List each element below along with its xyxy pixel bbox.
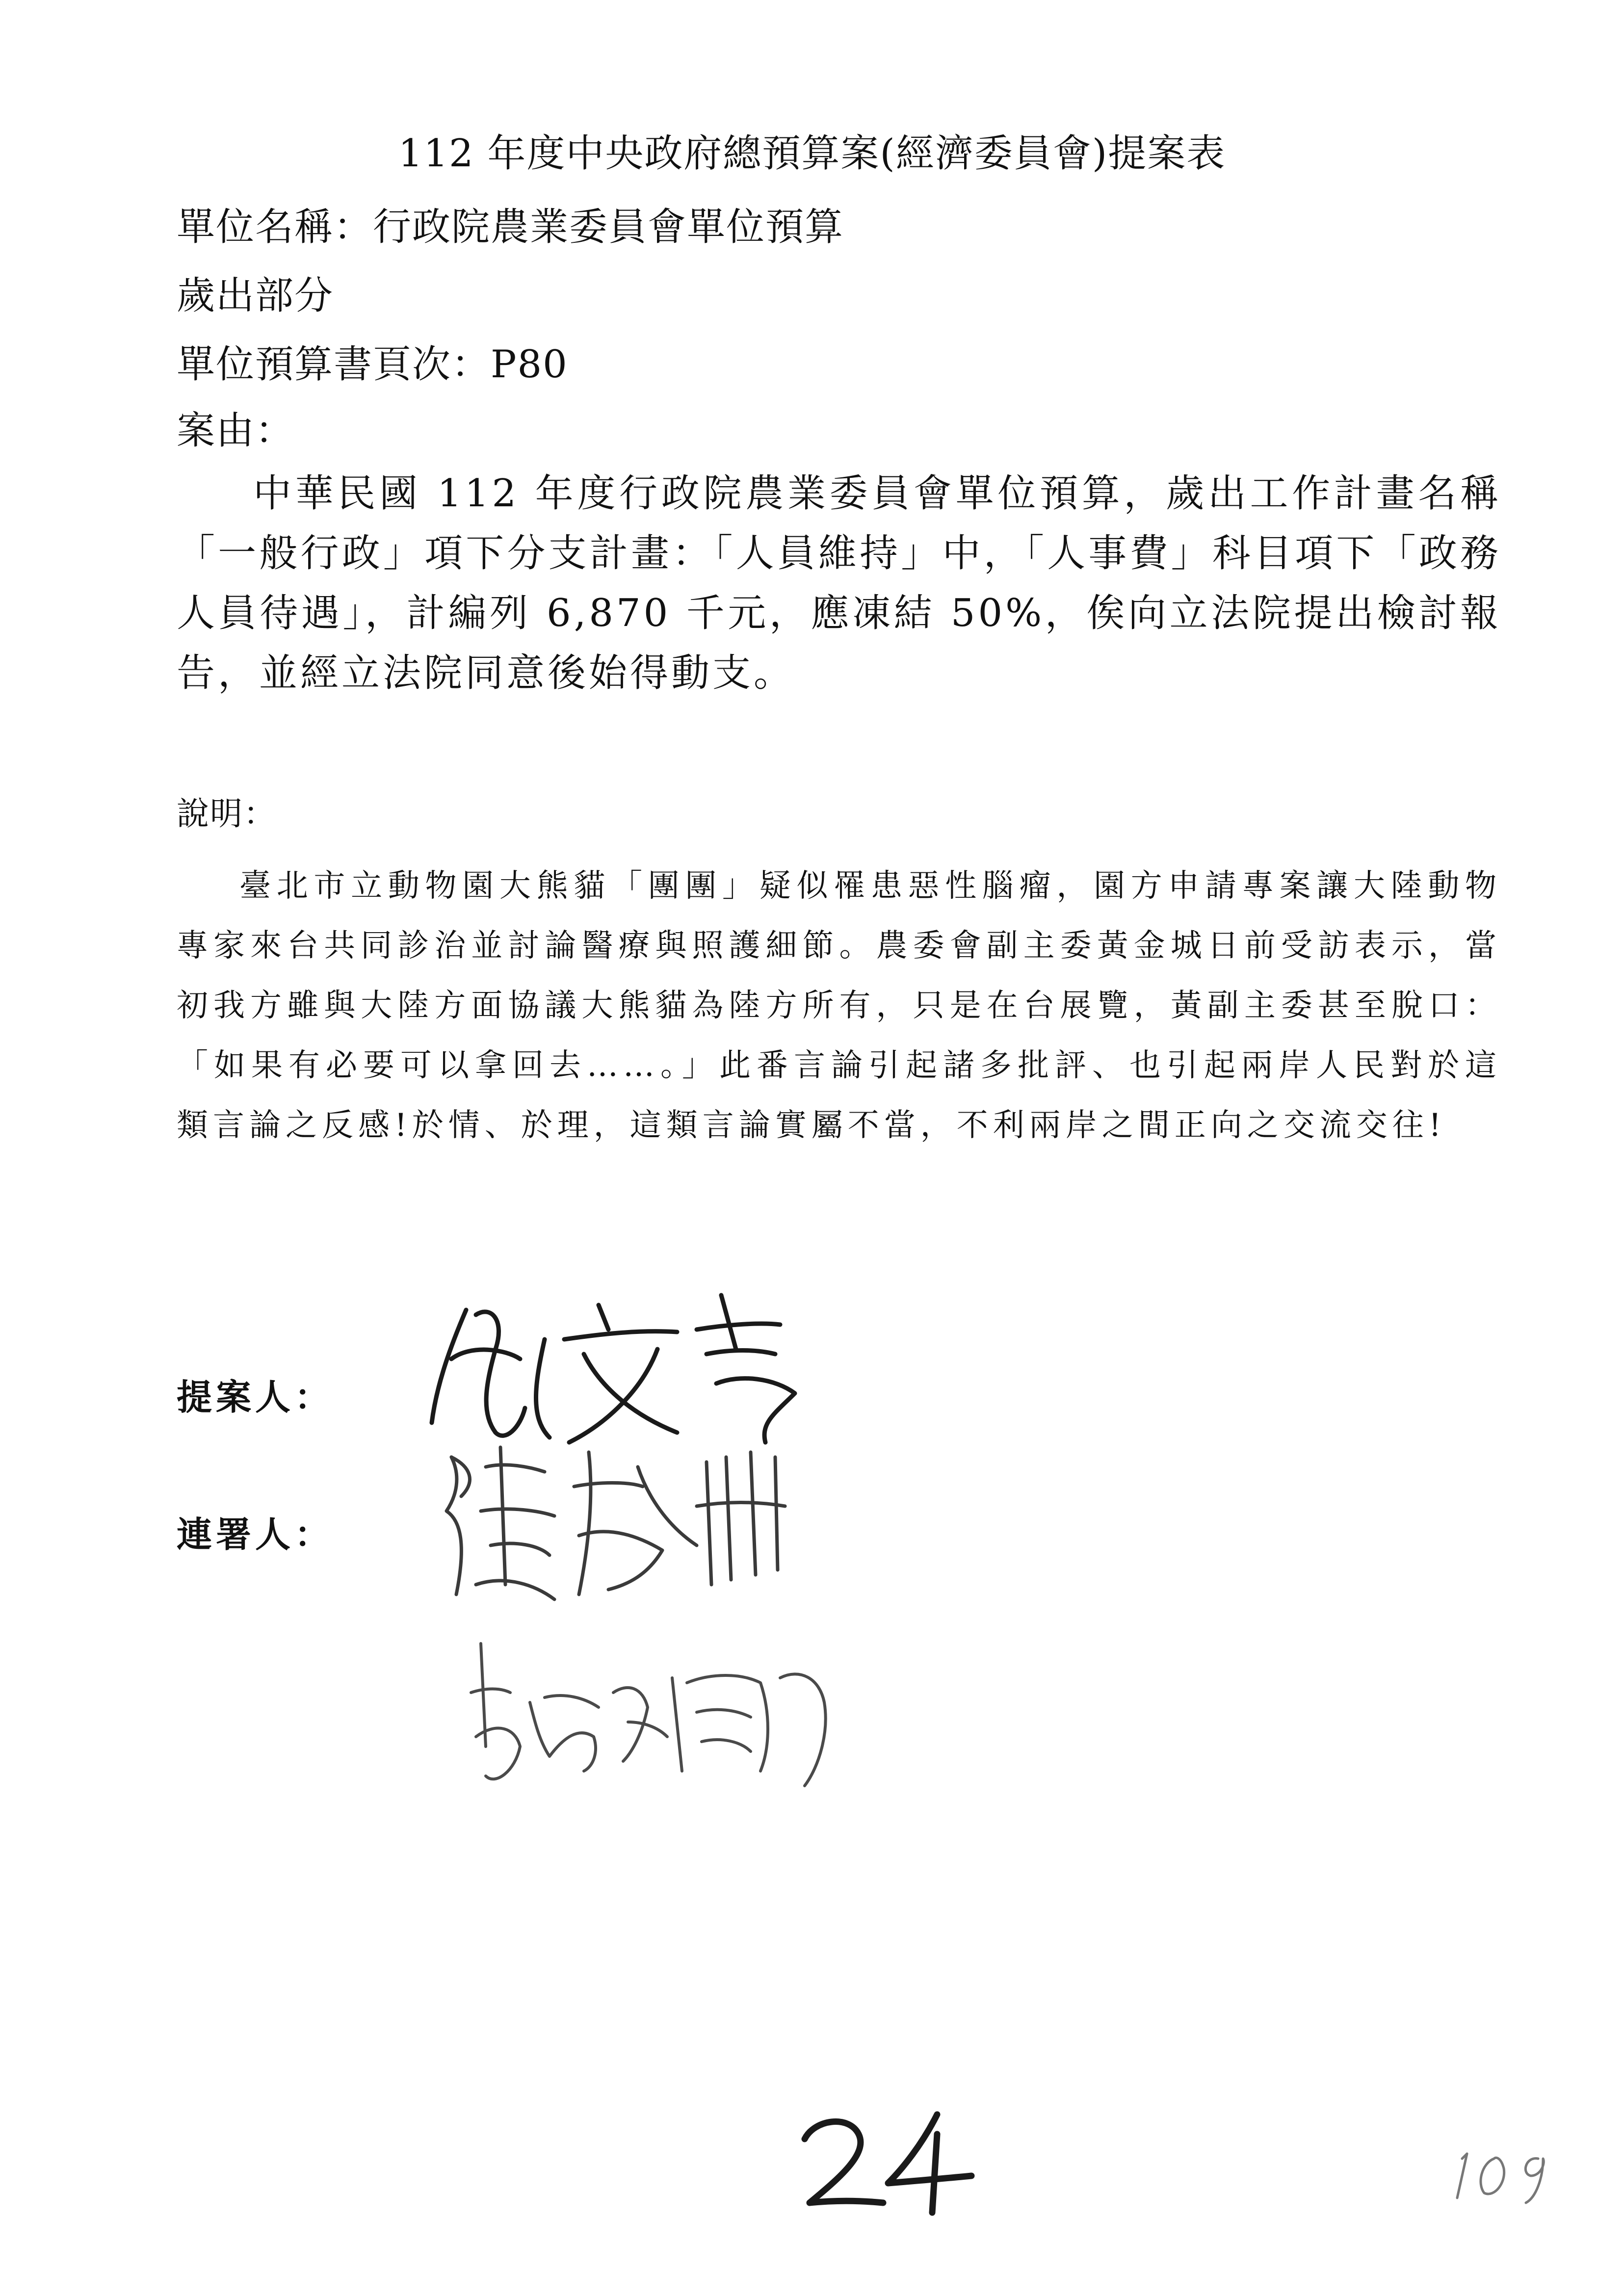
cosigner-label: 連署人： [177, 1514, 334, 1555]
unit-name: 單位名稱：行政院農業委員會單位預算 [177, 205, 844, 249]
reason-text: 中華民國 112 年度行政院農業委員會單位預算，歲出工作計畫名稱「一般行政」項下分支計畫：「人員維持」中，「人事費」科目項下「政務人員待遇」，計編列 6,870 千元，應凍結 50%，俟向立法院提出檢討報告，並經立法院同意後始得動支。 [177, 471, 1501, 695]
cosigner-signature-2 [466, 1624, 839, 1800]
proposer-label: 提案人： [177, 1377, 334, 1418]
explanation-text: 臺北市立動物園大熊貓「團團」疑似罹患惡性腦瘤，園方申請專案讓大陸動物專家來台共同診治並討論醫療與照護細節。農委會副主委黃金城日前受訪表示，當初我方雖與大陸方面協議大熊貓為陸方所有，只是在台展覽，黃副主委甚至脫口：「如果有必要可以拿回去……。」此番言論引起諸多批評、也引起兩岸人民對於這類言論之反感!於情、於理，這類言論實屬不當，不利兩岸之間正向之交流交往! [177, 868, 1501, 1144]
proposer-signature [422, 1276, 854, 1462]
page-number [790, 2105, 976, 2222]
reason-label: 案由： [177, 409, 295, 453]
budget-page-ref: 單位預算書頁次：P80 [177, 342, 568, 387]
document-title: 112 年度中央政府總預算案(經濟委員會)提案表 [398, 131, 1226, 176]
explanation-label: 說明： [177, 795, 277, 833]
cosigner-signature-1 [432, 1437, 834, 1614]
corner-number [1447, 2134, 1560, 2208]
section-label: 歲出部分 [177, 274, 334, 318]
